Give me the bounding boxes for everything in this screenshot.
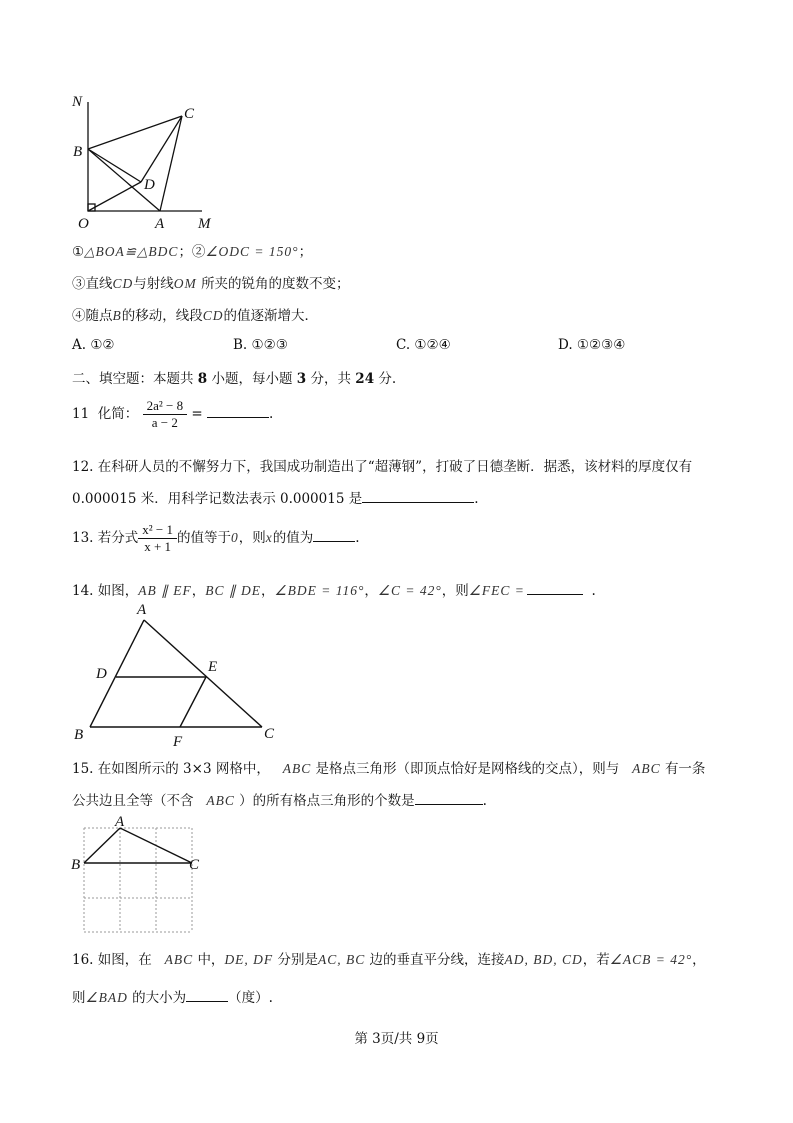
question-12-line-2: 0.000015 米．用科学记数法表示 0.000015 是 . bbox=[72, 487, 479, 507]
q10-option-a[interactable]: A. ①② bbox=[72, 337, 115, 353]
label-D: D bbox=[96, 666, 107, 682]
label-A: A bbox=[115, 814, 125, 830]
q10-statement-1-2: ①△BOA≌△BDC；②∠ODC = 150°； bbox=[72, 244, 313, 260]
q11-fraction: $\frac{\text{2a² − 8}}{a - 2}$ bbox=[143, 398, 188, 431]
question-15-line-2: 公共边且全等（不含 ABC ）的所有格点三角形的个数是 . bbox=[72, 789, 487, 809]
question-16-line-1: 16. 如图，在 ABC 中，DE, DF 分别是AC, BC 边的垂直平分线，连接AD, BD, CD，若∠ACB = 42°， bbox=[72, 952, 706, 968]
label-F: F bbox=[173, 734, 183, 750]
q10-option-b[interactable]: B. ①②③ bbox=[233, 337, 288, 353]
question-12-line-1: 12. 在科研人员的不懈努力下，我国成功制造出了“超薄钢”，打破了日德垄断．据悉，该材料的厚度仅有 bbox=[72, 459, 693, 475]
q10-statement-4: ④随点B的移动，线段CD的值逐渐增大． bbox=[72, 308, 319, 324]
question-11: 11 化简： $\frac{\text{2a² − 8}}{a - 2}$ = . bbox=[72, 398, 274, 430]
label-B: B bbox=[74, 727, 84, 743]
q10-statement-3: ③直线CD与射线OM 所夹的锐角的度数不变； bbox=[72, 276, 350, 292]
label-C: C bbox=[184, 106, 195, 122]
figure-2-triangle bbox=[70, 598, 290, 750]
seg-CA bbox=[160, 116, 182, 211]
question-14: 14. 如图，AB ∥ EF，BC ∥ DE，∠BDE = 116°，∠C = 42°，则∠FEC = . bbox=[72, 579, 596, 599]
seg-BD bbox=[88, 149, 141, 182]
q12-answer-blank[interactable] bbox=[362, 488, 474, 503]
label-D: D bbox=[144, 177, 155, 193]
q13-answer-blank[interactable] bbox=[313, 527, 355, 542]
figure-1-geometry bbox=[70, 88, 220, 234]
seg-OD bbox=[88, 182, 141, 211]
q15-answer-blank[interactable] bbox=[415, 790, 483, 805]
label-A: A bbox=[155, 216, 165, 232]
label-M: M bbox=[198, 216, 211, 232]
seg-EF bbox=[180, 677, 206, 727]
label-B: B bbox=[71, 857, 81, 873]
q10-option-d[interactable]: D. ①②③④ bbox=[558, 337, 626, 353]
label-N: N bbox=[72, 94, 83, 110]
question-16-line-2: 则∠BAD 的大小为 （度）. bbox=[72, 986, 273, 1006]
label-B: B bbox=[73, 144, 83, 160]
q11-answer-blank[interactable] bbox=[207, 403, 269, 418]
label-A: A bbox=[137, 602, 147, 618]
seg-AB bbox=[84, 828, 120, 863]
figure-3-grid bbox=[70, 812, 210, 934]
label-O: O bbox=[78, 216, 89, 232]
q16-answer-blank[interactable] bbox=[186, 987, 228, 1002]
seg-CD bbox=[141, 116, 182, 182]
label-C: C bbox=[264, 726, 275, 742]
seg-AC bbox=[144, 620, 262, 727]
q14-answer-blank[interactable] bbox=[527, 580, 583, 595]
seg-BC bbox=[88, 116, 182, 149]
question-13: 13. 若分式 $\frac{\text{x² − 1}}{x + 1}$ 的值等于0，则x的值为 . bbox=[72, 522, 360, 554]
section-2-heading: 二、填空题：本题共 8 小题，每小题 3 分，共 24 分. bbox=[72, 371, 397, 387]
label-E: E bbox=[208, 659, 218, 675]
label-C: C bbox=[189, 857, 200, 873]
page-footer: 第 3页/共 9页 bbox=[354, 1031, 439, 1047]
question-15-line-1: 15. 在如图所示的 3×3 网格中， ABC 是格点三角形（即顶点恰好是网格线的交点），则与 ABC 有一条 bbox=[72, 761, 706, 777]
q13-fraction: $\frac{\text{x² − 1}}{x + 1}$ bbox=[138, 522, 177, 555]
q10-option-c[interactable]: C. ①②④ bbox=[396, 337, 451, 353]
